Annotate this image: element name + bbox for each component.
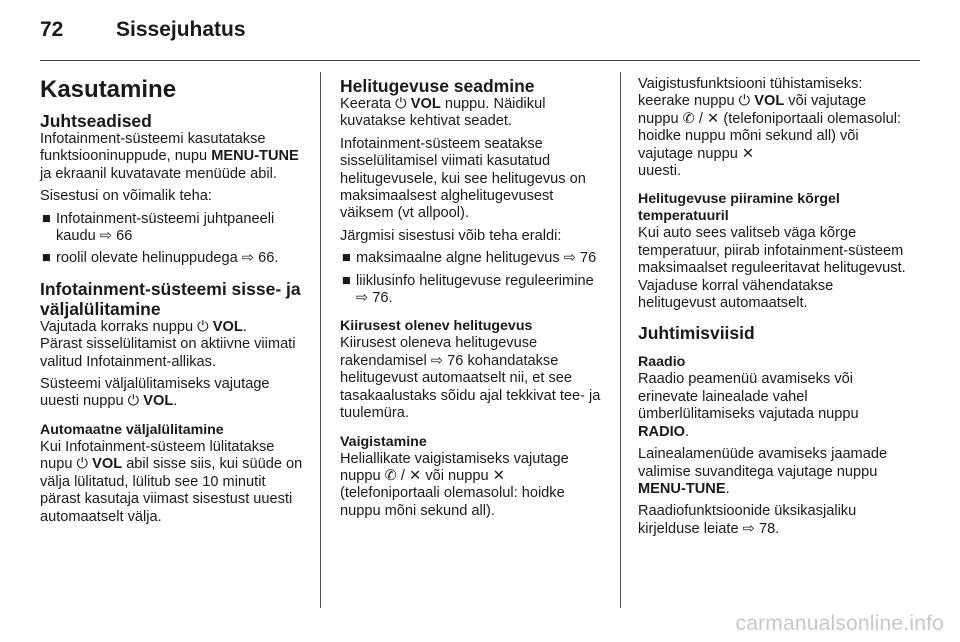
paragraph: Sisestusi on võimalik teha: [40,188,212,205]
arrow-right-icon: ⇨ [430,352,444,369]
subsection-heading: Helitugevuse seadmine [340,76,535,96]
power-icon: ⏻ [395,96,407,112]
list-item: ■ Infotainment-süsteemi juhtpaneeli kaudu ⇨ 66 [42,210,275,245]
bullet-icon: ■ [42,210,51,227]
paragraph: Vaigistusfunktsiooni tühistamiseks: keerake nuppu ⏻ VOL või vajutage nuppu ✆ / ✕ (telefoniportaali olemasolul: hoidke nuppu mõni sekund all) või vajutage nuppu ✕ uuesti. [638,76,901,180]
paragraph: Infotainment-süsteem seatakse sisselülitamisel viimati kasutatud helitugevusele, kui see helitugevus on maksimaalsest alghelitugevusest väiksem (vt allpool). [340,135,586,222]
paragraph: Raadiofunktsioonide üksikasjaliku kirjelduse leiate ⇨ 78. [638,503,857,537]
key-label: MENU-TUNE [211,148,299,165]
list-item: ■ maksimaalne algne helitugevus ⇨ 76 [342,250,597,267]
minor-heading: Vaigistamine [340,433,427,450]
key-label: VOL [754,93,785,110]
page-title: Sissejuhatus [116,18,246,41]
arrow-right-icon: ⇨ [563,250,576,267]
paragraph: Kiirusest oleneva helitugevuse rakendamisel ⇨ 76 kohandatakse helitugevust automaatselt nii, et see tasakaalustaks sõidu ajal tekkivat tee- ja tuulemüra. [340,335,601,422]
power-icon: ⏻ [76,456,89,473]
page-header [40,18,246,50]
column-1 [40,76,306,531]
power-icon: ⏻ [127,393,140,410]
header-rule [40,60,920,61]
paragraph: Järgmisi sisestusi võib teha eraldi: [340,227,562,244]
paragraph: Lainealamenüüde avamiseks jaamade valimise suvanditega vajutage nuppu MENU-TUNE. [638,446,888,497]
section-heading: Kasutamine [40,76,177,103]
power-icon: ⏻ [197,318,209,335]
column-divider [320,72,321,608]
bullet-list [340,250,606,307]
bullet-list [40,211,306,268]
bullet-icon: ■ [342,250,351,267]
key-label: VOL [143,393,174,410]
paragraph: Süsteemi väljalülitamiseks vajutage uuesti nuppu ⏻ VOL. [40,376,270,410]
subsection-heading: Infotainment-süsteemi sisse- ja väljalülitamine [40,278,301,319]
arrow-right-icon: ⇨ [356,290,369,307]
paragraph: Kui auto sees valitseb väga kõrge temperatuur, piirab infotainment-süsteem maksimaalset reguleeritavat helitugevust. Vajaduse korral vähendatakse helitugevust automaatselt. [638,225,906,312]
key-label: RADIO [638,423,686,440]
paragraph: Infotainment-süsteemi kasutatakse funktsiooninuppude, nupu MENU-TUNE ja ekraanil kuvatavate menüüde abil. [40,131,299,182]
minor-heading: Automaatne väljalülitamine [40,421,224,438]
list-item: ■ roolil olevate helinuppudega ⇨ 66. [42,250,279,267]
mute-icon: ✕ [409,467,422,484]
minor-heading: Helitugevuse piiramine kõrgel temperatuuril [638,191,840,225]
bullet-icon: ■ [42,250,51,267]
bullet-icon: ■ [342,272,351,289]
minor-heading: Kiirusest olenev helitugevus [340,318,533,335]
page-ref-link[interactable]: 78. [758,520,780,537]
mute-icon: ✕ [741,145,755,162]
page-ref-link[interactable]: 66 [116,228,133,245]
key-label: MENU-TUNE [638,480,726,497]
mute-icon: ✕ [707,110,720,127]
paragraph: Raadio peamenüü avamiseks või erinevate lainealade vahel ümberlülitamiseks vajutada nuppu RADIO. [638,371,859,440]
page-ref-link[interactable]: 76 [579,250,597,267]
key-label: VOL [212,318,243,335]
power-icon: ⏻ [738,93,751,110]
list-item: ■ liiklusinfo helitugevuse reguleerimine ⇨ 76. [342,272,594,307]
mute-icon: ✕ [492,467,505,484]
column-divider [620,72,621,608]
column-3 [638,76,910,543]
subsection-heading: Juhtseadised [40,111,152,131]
paragraph: Vajutada korraks nuppu ⏻ VOL. Pärast sisselülitamist on aktiivne viimati valitud Infotainment-allikas. [40,318,296,370]
column-2 [340,76,606,525]
page-number: 72 [40,18,64,41]
minor-heading: Raadio [638,354,686,371]
watermark: carmanualsonline.info [735,612,944,635]
page-ref-link[interactable]: 76. [372,290,393,307]
paragraph: Keerata ⏻ VOL nuppu. Näidikul kuvatakse kehtivat seadet. [340,96,546,130]
phone-icon: ✆ [682,110,695,127]
key-label: VOL [92,456,123,473]
phone-icon: ✆ [384,467,397,484]
paragraph: Heliallikate vaigistamiseks vajutage nuppu ✆ / ✕ või nuppu ✕ (telefoniportaali olemasolul: hoidke nuppu mõni sekund all). [340,450,569,519]
arrow-right-icon: ⇨ [742,520,755,537]
arrow-right-icon: ⇨ [99,228,113,245]
paragraph: Kui Infotainment-süsteem lülitatakse nupu ⏻ VOL abil sisse siis, kui süüde on välja lülitatud, lülitub see 10 minutit pärast kasutaja viimast sisestust uuesti automaatselt välja. [40,438,303,525]
subsection-heading: Juhtimisviisid [638,323,755,344]
key-label: VOL [410,96,441,112]
page-ref-link[interactable]: 66. [258,250,279,267]
arrow-right-icon: ⇨ [241,250,255,267]
